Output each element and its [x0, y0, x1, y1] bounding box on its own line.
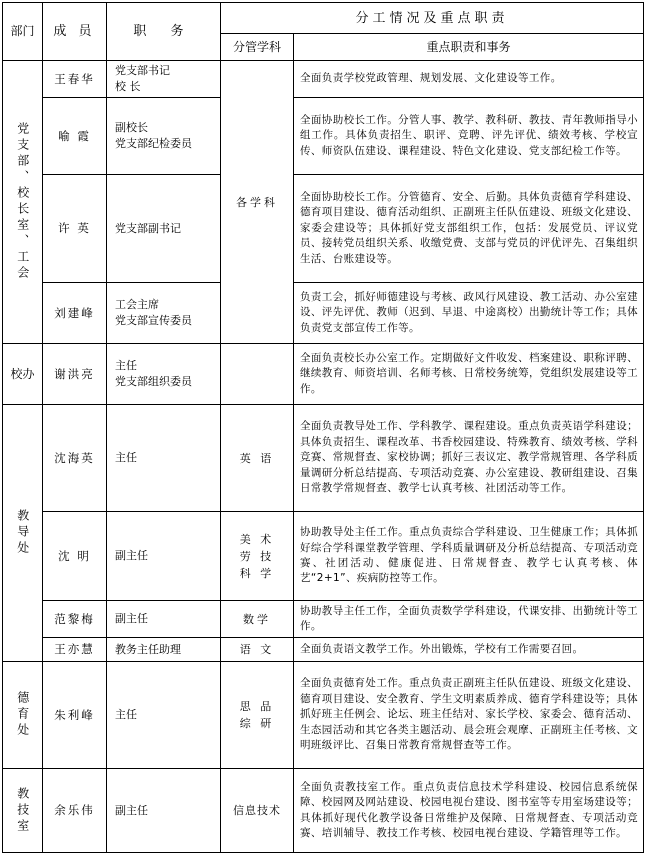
- dept-cell-jiaoji: [3, 769, 43, 853]
- member-name: 喻 霞: [43, 98, 107, 175]
- table-row: [3, 344, 644, 405]
- member-role: 党支部副书记: [107, 175, 221, 283]
- header-row-1: [3, 3, 644, 34]
- table-row: [3, 61, 644, 98]
- member-role: 工会主席 党支部宣传委员: [107, 283, 221, 344]
- member-role: 副主任: [107, 512, 221, 601]
- header-division: 分工情况及重点职责: [221, 3, 644, 34]
- dept-label: 教导处: [15, 509, 30, 557]
- duty-text: 负责工会，抓好师德建设与考核、政风行风建设、教工活动、办公室建设、评先评优、教师（迟到、早退、中途离校）出勤统计等工作；具体负责党支部宣传工作等。: [294, 283, 644, 344]
- subject-cell: 英 语: [221, 405, 294, 512]
- subject-cell: 语 文: [221, 638, 294, 662]
- member-name: 王亦慧: [43, 638, 107, 662]
- dept-label: 党支部、校长室、工会: [15, 122, 30, 282]
- duty-text: 全面协助校长工作。分管人事、教学、教科研、教技、青年教师指导小组工作。具体负责招生、职评、竞聘、评先评优、绩效考核、学校宣传、师资队伍建设、课程建设、特色文化建设、党支部纪检工作等。: [294, 98, 644, 175]
- duty-text: 全面负责学校党政管理、规划发展、文化建设等工作。: [294, 61, 644, 98]
- duty-text: 全面负责教导处工作、学科教学、课程建设。重点负责英语学科建设；具体负责招生、课程改革、书香校园建设、特殊教育、绩效考核、学科竞赛、常规督查、家校协调；抓好三表议定、教学常规管理、各学科质量调研分析总结提高、专项活动竞赛、办公室建设、教研组建设、召集日常教学常规督查、教学七认真考核、社团活动等工作。: [294, 405, 644, 512]
- duty-text: 协助教导处主任工作。重点负责综合学科建设、卫生健康工作；具体抓好综合学科课堂教学管理、学科质量调研及分析总结提高、专项活动竞赛、社团活动、健康促进、日常规督查、教学七认真考核、体艺“2+1”、疾病防控等工作。: [294, 512, 644, 601]
- header-member: 成 员: [43, 3, 107, 61]
- member-role: 副校长 党支部纪检委员: [107, 98, 221, 175]
- dept-label: 德育处: [15, 691, 30, 739]
- member-name: 余乐伟: [43, 769, 107, 853]
- table-row: [3, 769, 644, 853]
- member-role: 教务主任助理: [107, 638, 221, 662]
- table-row: [3, 638, 644, 662]
- member-role: 党支部书记 校 长: [107, 61, 221, 98]
- duty-text: 协助教导主任工作，全面负责数学学科建设，代课安排、出勤统计等工作。: [294, 601, 644, 638]
- table-row: [3, 662, 644, 769]
- subject-cell: 数学: [221, 601, 294, 638]
- table-row: [3, 175, 644, 283]
- division-of-labor-table: [2, 2, 644, 853]
- member-name: 沈海英: [43, 405, 107, 512]
- member-name: 刘建峰: [43, 283, 107, 344]
- dept-label: 校办: [3, 344, 43, 405]
- duty-text: 全面负责语文教学工作。外出锻炼，学校有工作需要召回。: [294, 638, 644, 662]
- duty-text: 全面负责德育处工作。重点负责正副班主任队伍建设、班级文化建设、德育项目建设、安全教育、学生文明素质养成、德育学科建设等；具体抓好班主任例会、论坛、班主任结对、家长学校、家委会、德育活动、生态园活动和其它各类主题活动、晨会班会观摩、正副班主任考核、文明班级评比、召集日常教育常规督查等工作。: [294, 662, 644, 769]
- header-dept: 部门: [3, 3, 43, 61]
- member-role: 副主任: [107, 769, 221, 853]
- duty-text: 全面协助校长工作。分管德育、安全、后勤。具体负责德育学科建设、德育项目建设、德育活动组织、正副班主任队伍建设、班级文化建设、家委会建设等；具体抓好党支部组织工作，包括：发展党员、评议党员、接转党员组织关系、收缴党费、支部与党员的评优评先、召集组织生活、台账建设等。: [294, 175, 644, 283]
- dept-cell-deyu: [3, 662, 43, 769]
- dept-cell-jiaodao: [3, 405, 43, 662]
- duty-text: 全面负责教技室工作。重点负责信息技术学科建设、校园信息系统保障、校园网及网站建设、校园电视台建设、图书室等专用室场建设等；具体抓好现代化教学设备日常维护及保障、日常规督查、专项活动竞赛、培训辅导、教技工作考核、校园电视台建设、学籍管理等工作。: [294, 769, 644, 853]
- member-name: 谢洪亮: [43, 344, 107, 405]
- subject-cell: 思 品 综 研: [221, 662, 294, 769]
- member-role: 主任: [107, 405, 221, 512]
- table-row: [3, 405, 644, 512]
- header-duties: 重点职责和事务: [294, 34, 644, 61]
- dept-cell-office: [3, 61, 43, 344]
- member-role: 主任 党支部组织委员: [107, 344, 221, 405]
- member-name: 范黎梅: [43, 601, 107, 638]
- subject-cell: [221, 344, 294, 405]
- member-role: 副主任: [107, 601, 221, 638]
- table-row: [3, 98, 644, 175]
- subject-cell: 美 术 劳 技 科 学: [221, 512, 294, 601]
- subject-cell: 信息技术: [221, 769, 294, 853]
- duty-text: 全面负责校长办公室工作。定期做好文件收发、档案建设、职称评聘、继续教育、师资培训、名师考核、日常校务统筹，党组织发展建设等工作。: [294, 344, 644, 405]
- table-row: [3, 601, 644, 638]
- table-row: [3, 512, 644, 601]
- member-name: 沈 明: [43, 512, 107, 601]
- member-name: 王春华: [43, 61, 107, 98]
- header-subject: 分管学科: [221, 34, 294, 61]
- member-role: 主任: [107, 662, 221, 769]
- dept-label: 教技室: [15, 786, 30, 835]
- table-row: [3, 283, 644, 344]
- member-name: 朱利峰: [43, 662, 107, 769]
- member-name: 许 英: [43, 175, 107, 283]
- header-position: 职 务: [107, 3, 221, 61]
- subject-cell: 各学科: [221, 61, 294, 344]
